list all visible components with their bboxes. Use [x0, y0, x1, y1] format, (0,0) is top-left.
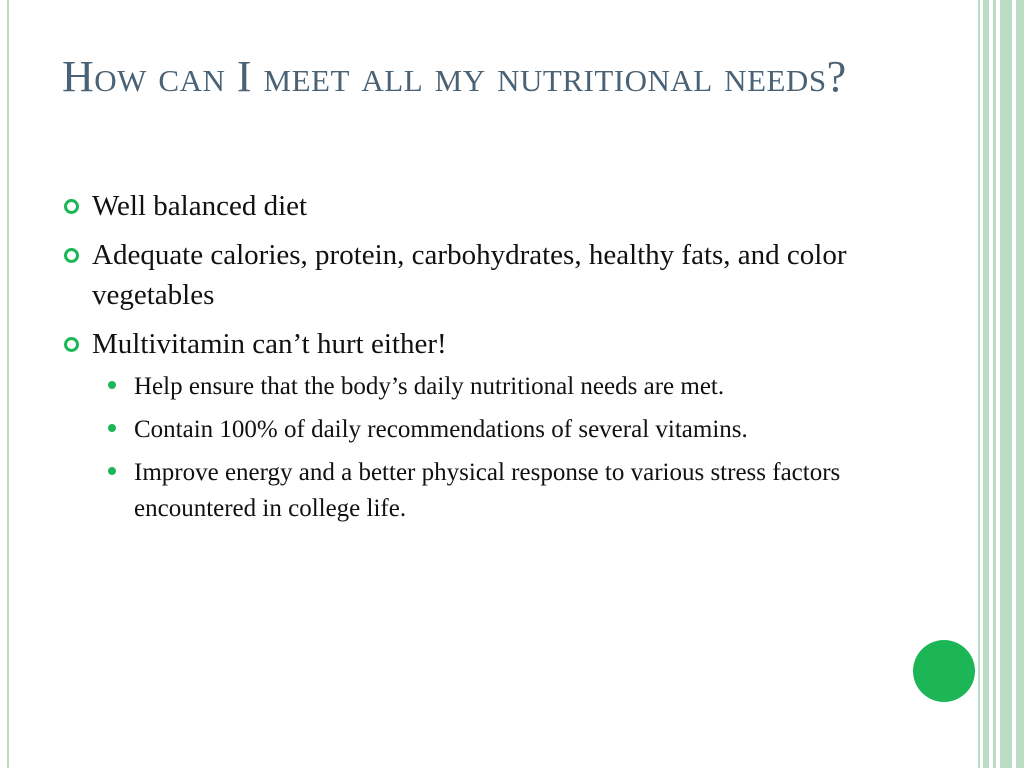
bullet-item — [64, 235, 864, 315]
hollow-circle-bullet-icon — [64, 337, 79, 352]
left-border-line — [7, 0, 9, 768]
right-stripe — [983, 0, 989, 768]
hollow-circle-bullet-icon — [64, 248, 79, 263]
sub-bullet-item — [64, 412, 864, 448]
filled-dot-bullet-icon — [108, 467, 116, 475]
sub-bullet-list — [64, 369, 864, 527]
filled-dot-bullet-icon — [108, 381, 116, 389]
filled-dot-bullet-icon — [108, 424, 116, 432]
green-circle-decoration — [913, 640, 975, 702]
bullet-text: Well balanced diet — [92, 190, 308, 222]
sub-bullet-item — [64, 369, 864, 405]
bullet-item — [64, 324, 864, 364]
sub-bullet-item — [64, 455, 864, 527]
hollow-circle-bullet-icon — [64, 199, 79, 214]
right-stripe — [1016, 0, 1024, 768]
sub-bullet-text: Improve energy and a better physical response to various stress factors encountered in college life. — [134, 459, 841, 522]
right-stripe — [993, 0, 996, 768]
sub-bullet-text: Help ensure that the body’s daily nutritional needs are met. — [134, 373, 725, 400]
sub-bullet-text: Contain 100% of daily recommendations of several vitamins. — [134, 416, 748, 443]
bullet-item — [64, 186, 864, 226]
slide-content — [64, 186, 864, 534]
bullet-text: Multivitamin can’t hurt either! — [92, 328, 447, 360]
right-stripe — [1000, 0, 1012, 768]
bullet-text: Adequate calories, protein, carbohydrates, healthy fats, and color vegetables — [92, 239, 847, 311]
right-stripe — [978, 0, 980, 768]
slide-title: How can I meet all my nutritional needs? — [62, 52, 847, 101]
